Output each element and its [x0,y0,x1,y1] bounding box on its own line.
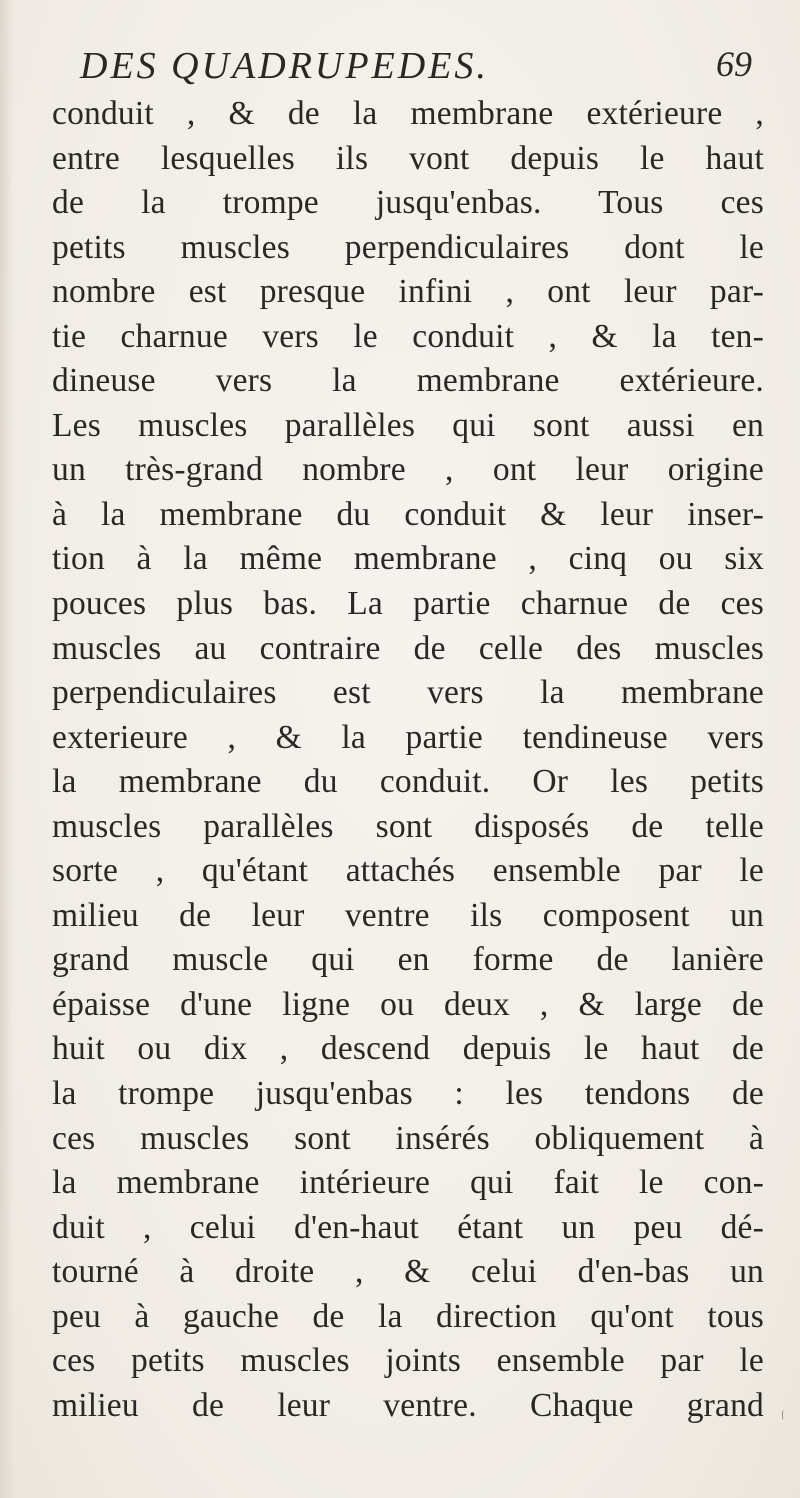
text-line: pouces plus bas. La partie charnue de ces [52,585,764,623]
text-line: sorte , qu'étant attachés ensemble par le [52,852,764,890]
page-number: 69 [716,44,752,84]
text-line: entre lesquelles ils vont depuis le haut [52,139,764,177]
text-line: duit , celui d'en-haut étant un peu dé- [52,1208,764,1246]
text-line: exterieure , & la partie tendineuse vers [52,718,764,756]
text-line: dineuse vers la membrane extérieure. [52,362,764,400]
text-line: nombre est presque infini , ont leur par- [52,273,764,311]
text-line: un très-grand nombre , ont leur origine [52,451,764,489]
body-text [52,94,764,1430]
text-line: huit ou dix , descend depuis le haut de [52,1030,764,1068]
running-head-title: DES QUADRUPEDES. [80,45,489,87]
page-gutter-shadow [0,0,14,1498]
text-line: de la trompe jusqu'enbas. Tous ces [52,184,764,222]
text-line: muscles au contraire de celle des muscles [52,629,764,667]
text-line: la trompe jusqu'enbas : les tendons de [52,1075,764,1113]
text-line: épaisse d'une ligne ou deux , & large de [52,985,764,1023]
text-line: la membrane du conduit. Or les petits [52,763,764,801]
text-line: milieu de leur ventre ils composent un [52,896,764,934]
text-line: perpendiculaires est vers la membrane [52,674,764,712]
text-line: tion à la même membrane , cinq ou six [52,540,764,578]
text-line: grand muscle qui en forme de lanière [52,941,764,979]
text-line: la membrane intérieure qui fait le con- [52,1164,764,1202]
text-line: conduit , & de la membrane extérieure , [52,95,764,132]
text-line: milieu de leur ventre. Chaque grand [52,1386,764,1424]
text-line: ces petits muscles joints ensemble par le [52,1342,764,1380]
text-line: petits muscles perpendiculaires dont le [52,228,764,266]
text-line: tie charnue vers le conduit , & la ten- [52,317,764,355]
text-line: ces muscles sont insérés obliquement à [52,1119,764,1157]
text-line: peu à gauche de la direction qu'ont tous [52,1297,764,1335]
text-line: muscles parallèles sont disposés de telle [52,807,764,845]
text-line: tourné à droite , & celui d'en-bas un [52,1253,764,1291]
running-head [80,40,770,90]
text-line: à la membrane du conduit & leur inser- [52,495,764,533]
paper-mark [782,1410,787,1420]
text-line: Les muscles parallèles qui sont aussi en [52,406,764,444]
